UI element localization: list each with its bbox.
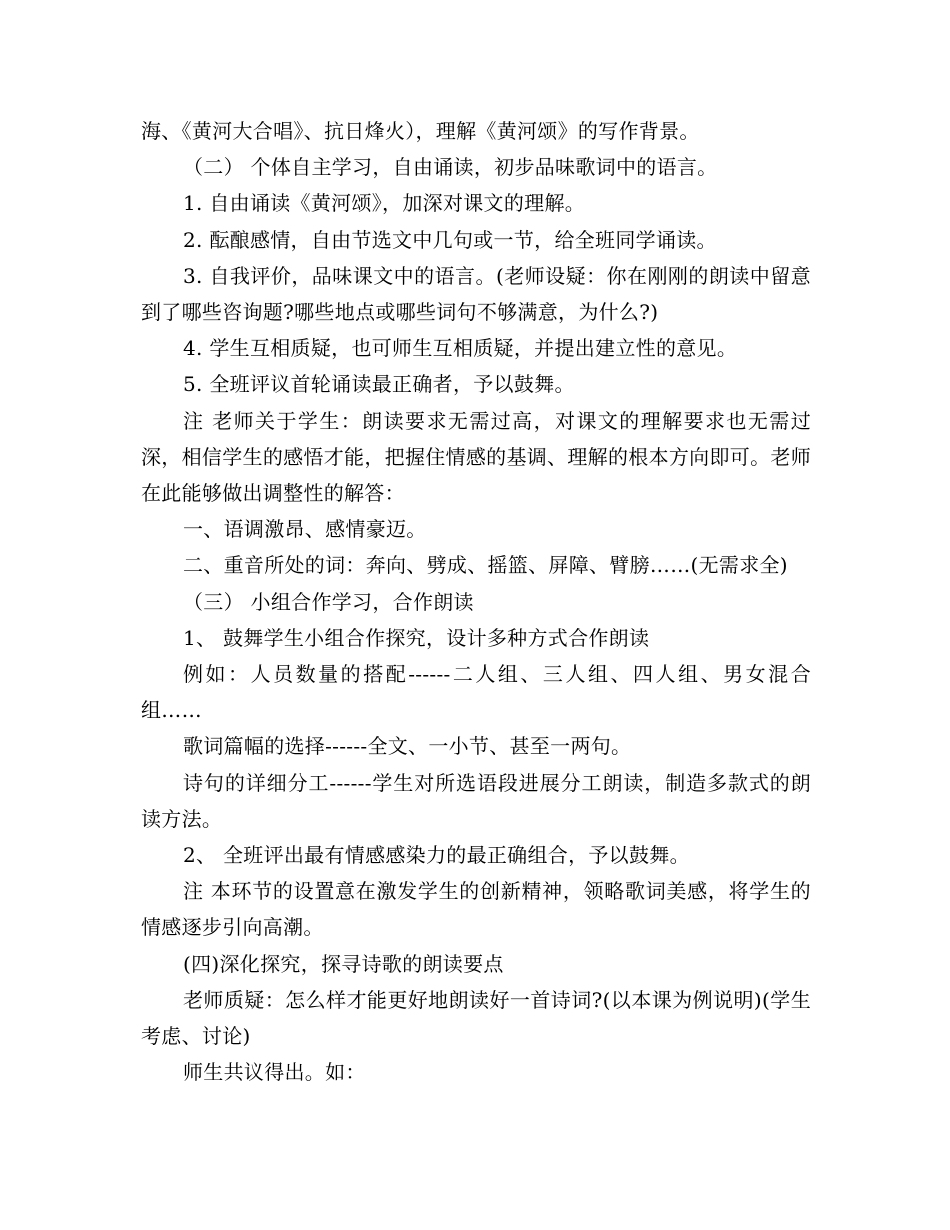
paragraph-18: (四)深化探究，探寻诗歌的朗读要点 bbox=[183, 951, 504, 976]
paragraph-7: 5. 全班评议首轮诵读最正确者，予以鼓舞。 bbox=[183, 372, 575, 397]
paragraph-10: 二、重音所处的词：奔向、劈成、摇篮、屏障、臂膀……(无需求全) bbox=[183, 553, 788, 578]
paragraph-5: 3. 自我评价，品味课文中的语言。(老师设疑：你在刚刚的朗读中留意到了哪些咨询题?哪些地点或哪些词句不够满意，为什么?) bbox=[141, 263, 811, 325]
paragraph-12: 1、 鼓舞学生小组合作探究，设计多种方式合作朗读 bbox=[183, 625, 650, 650]
paragraph-17: 注 本环节的设置意在激发学生的创新精神，领略歌词美感，将学生的情感逐步引向高潮。 bbox=[141, 879, 811, 940]
paragraph-20: 师生共议得出。如： bbox=[183, 1060, 366, 1085]
paragraph-13: 例如：人员数量的搭配------二人组、三人组、四人组、男女混合组…… bbox=[141, 662, 811, 723]
paragraph-11: （三） 小组合作学习，合作朗读 bbox=[183, 589, 474, 614]
paragraph-16: 2、 全班评出最有情感感染力的最正确组合，予以鼓舞。 bbox=[183, 843, 690, 868]
paragraph-19: 老师质疑：怎么样才能更好地朗读好一首诗词?(以本课为例说明)(学生考虑、讨论) bbox=[141, 987, 811, 1049]
paragraph-4: 2. 酝酿感情，自由节选文中几句或一节，给全班同学诵读。 bbox=[183, 227, 717, 252]
paragraph-6: 4. 学生互相质疑，也可师生互相质疑，并提出建立性的意见。 bbox=[183, 336, 738, 361]
document-body bbox=[141, 113, 811, 1090]
paragraph-2: （二） 个体自主学习，自由诵读，初步品味歌词中的语言。 bbox=[183, 155, 718, 180]
paragraph-14: 歌词篇幅的选择------全文、一小节、甚至一两句。 bbox=[183, 734, 632, 759]
paragraph-9: 一、语调激昂、感情豪迈。 bbox=[183, 517, 427, 542]
paragraph-3: 1. 自由诵读《黄河颂》，加深对课文的理解。 bbox=[183, 191, 586, 216]
paragraph-15: 诗句的详细分工------学生对所选语段进展分工朗读，制造多款式的朗读方法。 bbox=[141, 770, 811, 831]
paragraph-8: 注 老师关于学生：朗读要求无需过高，对课文的理解要求也无需过深，相信学生的感悟才能，把握住情感的基调、理解的根本方向即可。老师在此能够做出调整性的解答： bbox=[141, 408, 811, 506]
paragraph-1: 海、《黄河大合唱》、抗日烽火），理解《黄河颂》的写作背景。 bbox=[141, 119, 700, 143]
